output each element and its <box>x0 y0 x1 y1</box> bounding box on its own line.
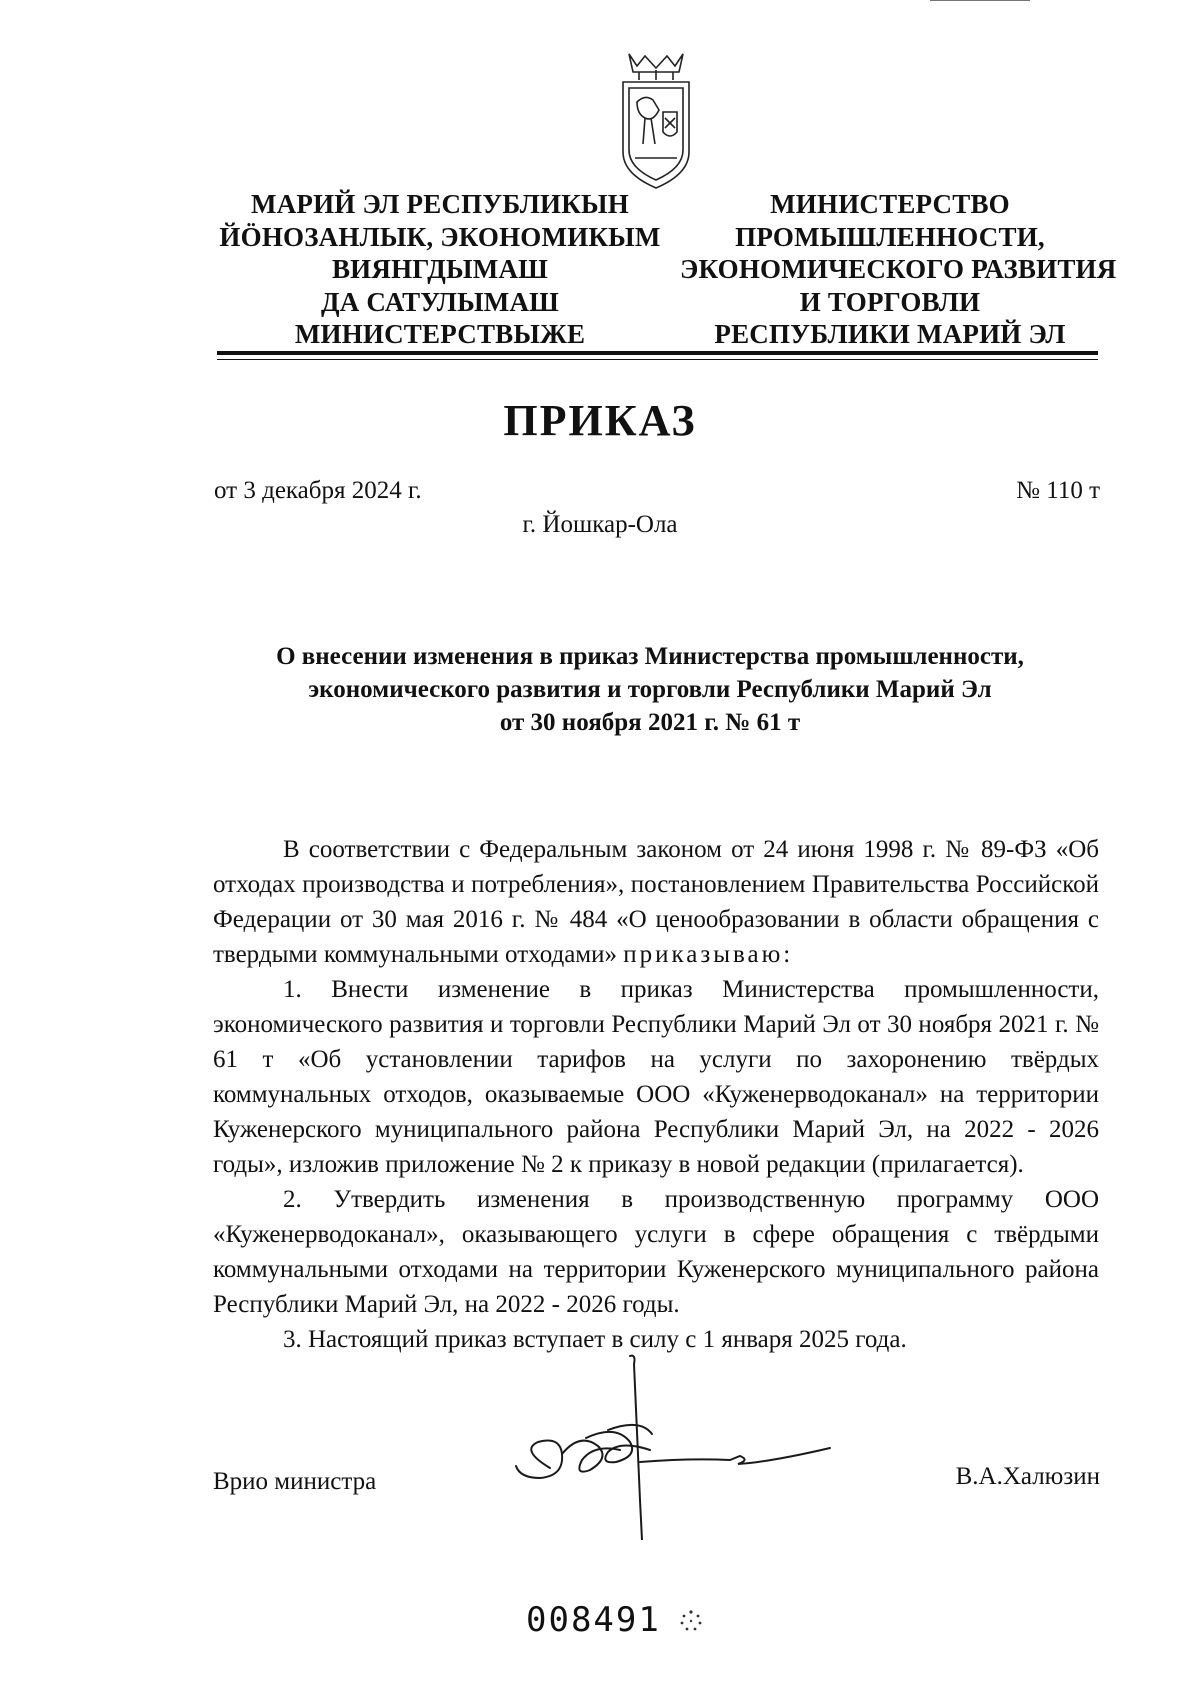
order-item-1: 1. Внести изменение в приказ Министерства промышленности, экономического развития и торговли Республики Марий Эл от 30 ноября 2021 г. № 61 т «Об установлении тарифов на услуги по захоронению твёрдых коммунальных отходов, оказываемые ООО «Куженерводоканал» на территории Куженерского муниципального района Республики Марий Эл, на 2022 - 2026 годы», изложив приложение № 2 к приказу в новой редакции (прилагается). <box>213 976 1099 1178</box>
preamble-paragraph <box>213 832 1099 972</box>
header-right-ministry <box>680 188 1117 351</box>
stamp-mark-icon <box>678 1608 704 1634</box>
header-left-line: ВИЯНГДЫМАШ <box>331 254 549 284</box>
header-right-line: РЕСПУБЛИКИ МАРИЙ ЭЛ <box>714 319 1066 349</box>
signatory-name: В.А.Халюзин <box>955 1463 1100 1490</box>
document-number: № 110 т <box>1016 477 1100 504</box>
order-item-3: 3. Настоящий приказ вступает в силу с 1 января 2025 года. <box>283 1326 907 1353</box>
header-divider-thick <box>217 351 1098 355</box>
header-divider-thin <box>217 359 1098 360</box>
header-left-line: ДА САТУЛЫМАШ <box>320 286 560 317</box>
handwritten-signature <box>490 1350 910 1540</box>
header-left-line: МАРИЙ ЭЛ РЕСПУБЛИКЫН <box>251 189 629 219</box>
order-item-2: 2. Утвердить изменения в производственную программу ООО «Куженерводоканал», оказывающего услуги в сфере обращения с твёрдыми коммунальными отходами на территории Куженерского муниципального района Республики Марий Эл, на 2022 - 2026 годы. <box>213 1186 1099 1318</box>
header-left-line: МИНИСТЕРСТВЫЖЕ <box>294 319 586 349</box>
top-edge-mark <box>930 0 1030 5</box>
document-date: от 3 декабря 2024 г. <box>214 477 422 504</box>
header-left-line: ЙӦНОЗАНЛЫК, ЭКОНОМИКЫМ <box>219 221 661 252</box>
order-word: приказываю: <box>623 941 794 968</box>
document-type-title: ПРИКАЗ <box>503 396 697 445</box>
header-right-line: МИНИСТЕРСТВО <box>770 189 1010 219</box>
preamble-text: В соответствии с Федеральным законом от 24 июня 1998 г. № 89-ФЗ «Об отходах производства и потребления», постановлением Правительства Российской Федерации от 30 мая 2016 г. № 484 «О ценообразовании в области обращения с твердыми коммунальными отходами» <box>213 836 1099 968</box>
signatory-position: Врио министра <box>213 1468 377 1495</box>
document-subject-title <box>200 640 1100 739</box>
header-right-line: ПРОМЫШЛЕННОСТИ, <box>735 221 1045 252</box>
document-city: г. Йошкар-Ола <box>522 511 678 538</box>
document-body <box>213 832 1099 1357</box>
subject-title-line: от 30 ноября 2021 г. № 61 т <box>499 709 801 736</box>
serial-number: 008491 <box>526 1600 661 1640</box>
subject-title-line: экономического развития и торговли Республики Марий Эл <box>308 676 992 703</box>
header-right-line: ЭКОНОМИЧЕСКОГО РАЗВИТИЯ <box>680 254 1117 284</box>
header-right-line: И ТОРГОВЛИ <box>799 286 981 317</box>
header-left-bilingual <box>200 188 680 351</box>
coat-of-arms-icon <box>615 52 697 192</box>
subject-title-line: О внесении изменения в приказ Министерства промышленности, <box>276 643 1024 670</box>
